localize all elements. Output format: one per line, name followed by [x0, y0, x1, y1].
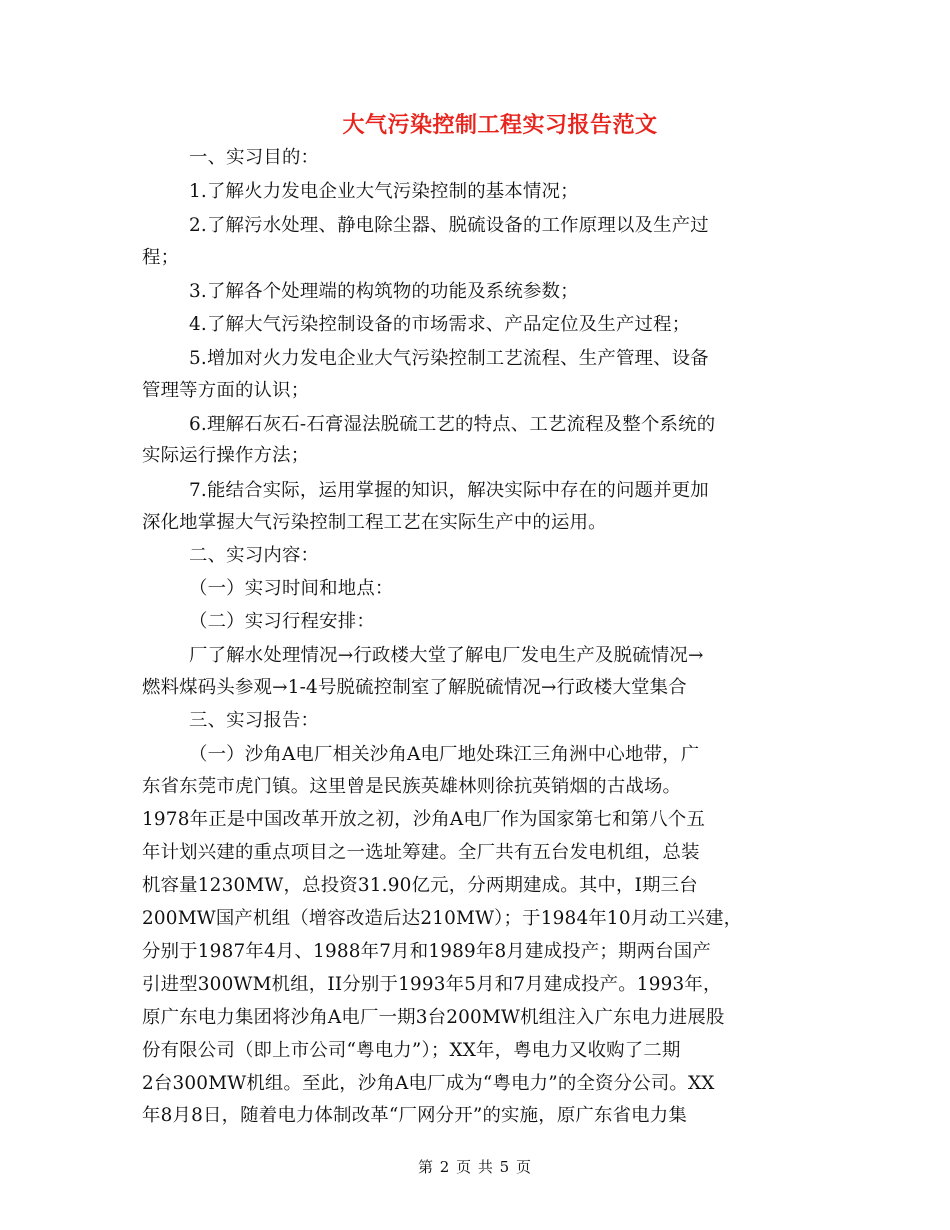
text-line: 二、实习内容：: [189, 545, 320, 566]
text-line: 东省东莞市虎门镇。这里曾是民族英雄林则徐抗英销烟的古战场。: [142, 776, 682, 797]
text-line: 机容量1230MW，总投资31.90亿元，分两期建成。其中，Ⅰ期三台: [142, 875, 698, 896]
text-line: （二）实习行程安排：: [189, 611, 375, 632]
text-line: 原广东电力集团将沙角A电厂一期3台200MW机组注入广东电力进展股: [142, 1007, 725, 1028]
text-line: 4.了解大气污染控制设备的市场需求、产品定位及生产过程；: [189, 314, 691, 335]
text-line: 实际运行操作方法；: [142, 445, 310, 466]
text-line: 份有限公司（即上市公司“粤电力”）；XX年，粤电力又收购了二期: [142, 1040, 681, 1061]
text-line: 燃料煤码头参观→1-4号脱硫控制室了解脱硫情况→行政楼大堂集合: [142, 677, 687, 698]
text-line: 200MW国产机组（增容改造后达210MW）；于1984年10月动工兴建，: [142, 908, 743, 929]
text-line: 一、实习目的：: [189, 147, 320, 168]
text-line: （一）实习时间和地点：: [189, 578, 394, 599]
text-line: 年计划兴建的重点项目之一选址筹建。全厂共有五台发电机组，总装: [142, 842, 700, 863]
text-line: 引进型300WM机组，II分别于1993年5月和7月建成投产。1993年，: [142, 974, 722, 995]
text-line: 分别于1987年4月、1988年7月和1989年8月建成投产；期两台国产: [142, 941, 711, 962]
text-line: 5.增加对火力发电企业大气污染控制工艺流程、生产管理、设备: [189, 348, 709, 369]
text-line: 2.了解污水处理、静电除尘器、脱硫设备的工作原理以及生产过: [189, 215, 709, 236]
text-line: 1978年正是中国改革开放之初，沙角A电厂作为国家第七和第八个五: [142, 809, 706, 830]
text-line: 深化地掌握大气污染控制工程工艺在实际生产中的运用。: [142, 512, 607, 533]
text-line: 1.了解火力发电企业大气污染控制的基本情况；: [189, 181, 579, 202]
text-line: 厂了解水处理情况→行政楼大堂了解电厂发电生产及脱硫情况→: [189, 645, 704, 666]
text-line: 2台300MW机组。至此，沙角A电厂成为“粤电力”的全资分公司。XX: [142, 1073, 715, 1094]
page-footer: 第 2 页 共 5 页: [418, 1158, 532, 1176]
document-title: 大气污染控制工程实习报告范文: [342, 112, 658, 138]
text-line: 程；: [142, 247, 180, 268]
text-line: 7.能结合实际，运用掌握的知识，解决实际中存在的问题并更加: [189, 480, 709, 501]
text-line: 管理等方面的认识；: [142, 380, 310, 401]
text-line: （一）沙角A电厂相关沙角A电厂地处珠江三角洲中心地带，广: [189, 744, 700, 765]
text-line: 年8月8日，随着电力体制改革“厂网分开”的实施，原广东省电力集: [142, 1105, 687, 1126]
text-line: 三、实习报告：: [189, 710, 320, 731]
text-line: 6.理解石灰石-石膏湿法脱硫工艺的特点、工艺流程及整个系统的: [189, 414, 716, 435]
text-line: 3.了解各个处理端的构筑物的功能及系统参数；: [189, 281, 579, 302]
